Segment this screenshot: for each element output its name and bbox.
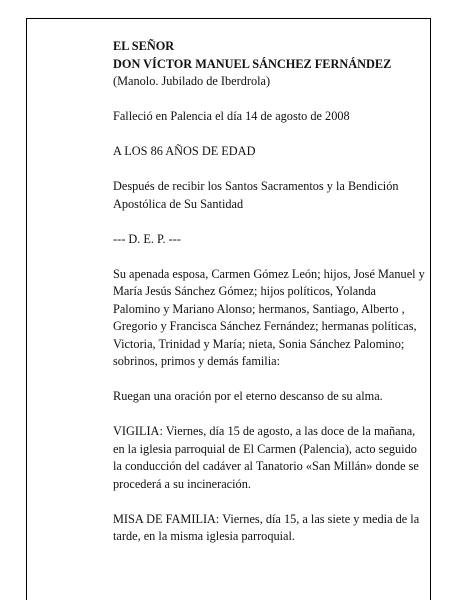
rip-notice: --- D. E. P. --- (113, 231, 181, 246)
prayer-request: Ruegan una oración por el eterno descanso de su alma. (113, 389, 383, 403)
deceased-name: DON VÍCTOR MANUEL SÁNCHEZ FERNÁNDEZ (113, 56, 392, 71)
sacraments-notice: Después de recibir los Santos Sacramentos y la Bendición Apostólica de Su Santidad (113, 179, 399, 211)
obituary-text (113, 38, 425, 546)
header-title: EL SEÑOR (113, 39, 175, 53)
vigil-details: VIGILIA: Viernes, día 15 de agosto, a las doce de la mañana, en la iglesia parroquial de El Carmen (Palencia), acto seguido la conducción del cadáver al Tanatorio «San Millán» donde se procederá a su incineración. (113, 424, 419, 491)
age-notice: A LOS 86 AÑOS DE EDAD (113, 144, 256, 158)
deceased-nickname: (Manolo. Jubilado de Iberdrola) (113, 74, 271, 88)
mass-details: MISA DE FAMILIA: Viernes, día 15, a las siete y media de la tarde, en la misma iglesia parroquial. (113, 511, 420, 543)
family-list: Su apenada esposa, Carmen Gómez León; hijos, José Manuel y María Jesús Sánchez Gómez; hijos políticos, Yolanda Palomino y Mariano Alonso; hermanos, Santiago, Alberto , Gregorio y Francisca Sánchez Fernández; hermanas políticas, Victoria, Trinidad y María; nieta, Sonia Sánchez Palomino; sobrinos, primos y demás familia: (113, 266, 425, 368)
death-notice: Falleció en Palencia el día 14 de agosto de 2008 (113, 109, 350, 123)
